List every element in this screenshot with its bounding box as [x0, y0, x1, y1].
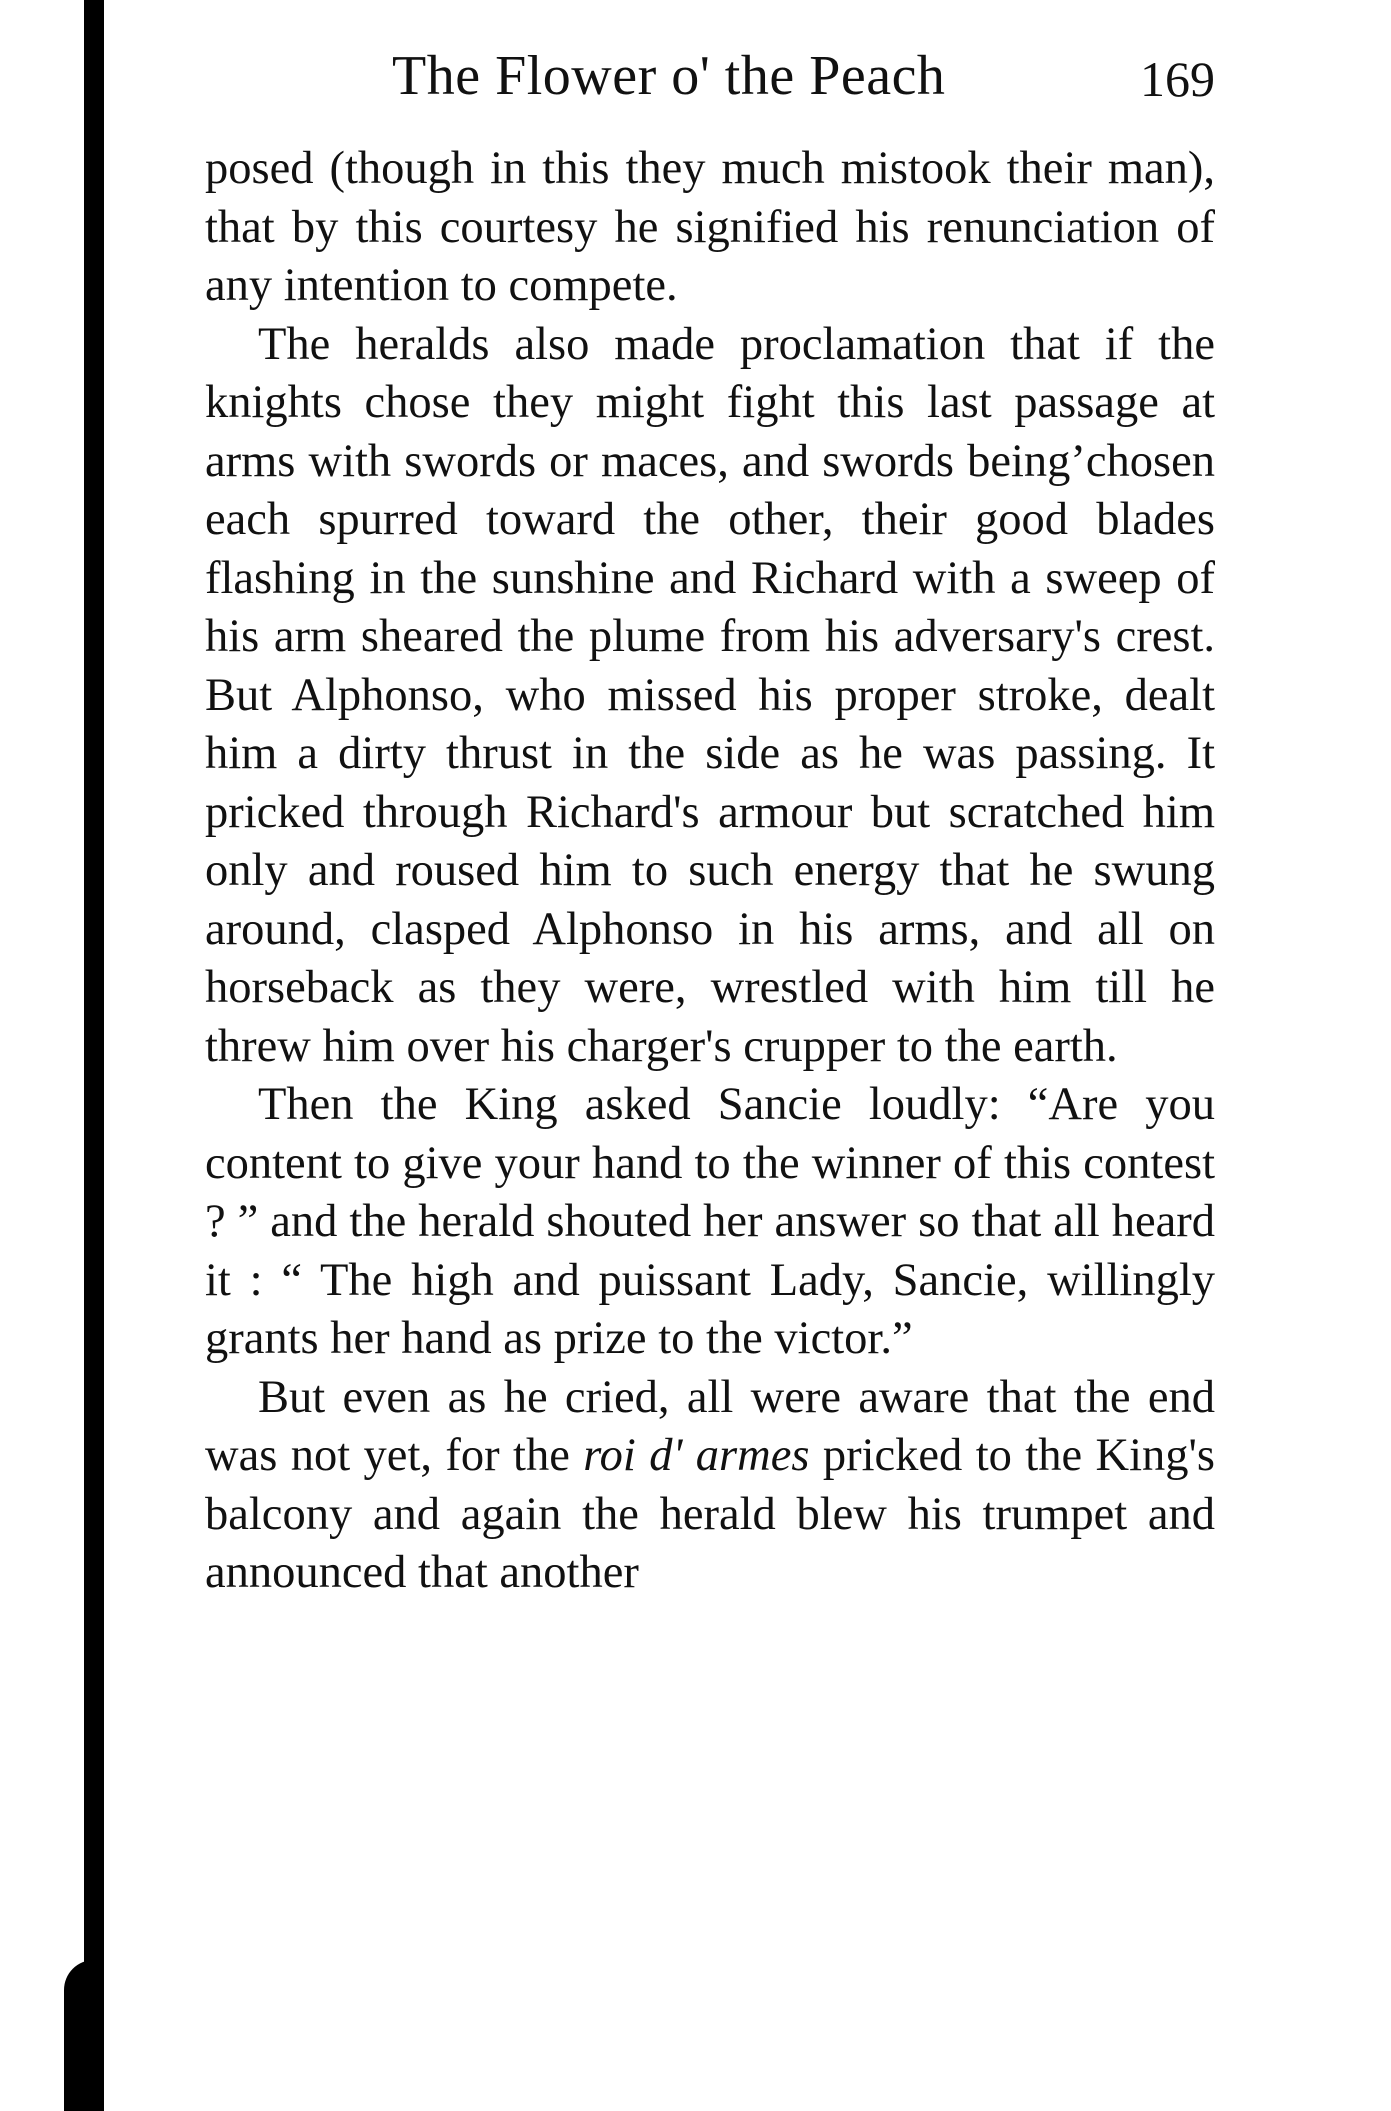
binding-gutter-shadow-bottom: [64, 1960, 104, 2111]
page-number: 169: [1140, 51, 1215, 107]
running-head: [205, 40, 1215, 120]
paragraph-king-asks: Then the King asked Sancie loudly: “Are you content to give your hand to the winner of this contest ? ” and the herald shouted her answer so that all heard it : “ The high and puissant Lady, Sancie, willingly grants her hand as prize to the victor.”: [205, 1079, 1215, 1364]
binding-gutter-shadow: [84, 0, 104, 2111]
book-page: [205, 40, 1215, 1603]
paragraph-heralds: The heralds also made proclamation that if the knights chose they might fight this last passage at arms with swords or maces, and swords being’chosen each spurred toward the other, their good blades flashing in the sunshine and Richard with a sweep of his arm sheared the plume from his adversary's crest. But Alphonso, who missed his proper stroke, dealt him a dirty thrust in the side as he was passing. It pricked through Richard's armour but scratched him only and roused him to such energy that he swung around, clasped Alphonso in his arms, and all on horseback as they were, wrestled with him till he threw him over his charger's crupper to the earth.: [205, 318, 1215, 1072]
paragraph-continued: posed (though in this they much mistook their man), that by this courtesy he signified his renunciation of any intention to compete.: [205, 143, 1215, 311]
paragraph-text-before-italic: But even as he cried, all were aware that the end was not yet, for the: [205, 1371, 1215, 1481]
body-text: [205, 140, 1215, 1603]
paragraph-text-after-italic: pricked to the King's balcony and again the herald blew his trumpet and announced that another: [205, 1430, 1215, 1598]
paragraph-end-not-yet: [205, 1369, 1215, 1603]
running-head-title: The Flower o' the Peach: [392, 45, 946, 107]
italic-phrase: roi d' armes: [583, 1430, 810, 1481]
